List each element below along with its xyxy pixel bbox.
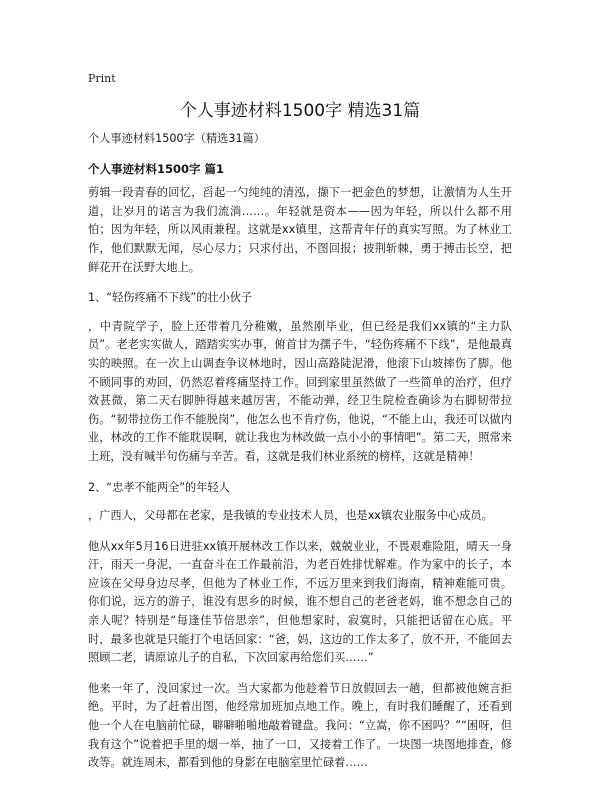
body-paragraph: 他从xx年5月16日进驻xx镇开展林改工作以来，兢兢业业，不畏艰难险阻，晴天一身汗，雨天一身泥，一直奋斗在工作最前沿，为老百姓排忧解难。作为家中的长子，本应该在父母身边尽孝，但他为了林业工作，不远万里来到我们海南，精神难能可贵。你们说，远方的游子，谁没有思乡的时候，谁不想自己的老爸老妈，谁不想念自己的亲人呢？特别是“每逢佳节倍思亲”，但他想家时，寂寞时，只能把话留在心底。平时，最多也就是只能打个电话回家：“爸，妈，这边的工作太多了，放不开，不能回去照顾二老，请原谅儿子的自私，下次回家再给您们买……”	[88, 539, 512, 665]
page-title: 个人事迹材料1500字 精选31篇	[179, 101, 421, 121]
body-paragraph: 剪辑一段青春的回忆，舀起一勺纯纯的清泓，撷下一把金色的梦想，让激情为人生开道，让岁月的诺言为我们流淌……。年轻就是资本——因为年轻，所以什么都不用怕；因为年轻，所以风雨兼程。这就是xx镇里，这帮青年仔的真实写照。为了林业工作，他们默默无闻，尽心尽力；只求付出，不图回报；披荆斩棘，勇于搏击长空，把鲜花开在沃野大地上。	[88, 186, 512, 274]
document-body	[88, 130, 512, 785]
document-subtitle: 个人事迹材料1500字（精选31篇）	[88, 132, 265, 145]
item-heading: 2、“忠孝不能两全”的年轻人	[88, 480, 230, 494]
body-paragraph: ，广西人，父母都在老家，是我镇的专业技术人员，也是xx镇农业服务中心成员。	[88, 509, 493, 523]
print-label: Print	[88, 72, 116, 85]
body-paragraph: 他来一年了，没回家过一次。当大家都为他趁着节日放假回去一趟，但都被他婉言拒绝。平时，为了赶着出图，他经常加班加点地工作。晚上，有时我们睡醒了，还看到他一个人在电脑前忙碌，噼噼啪啪地敲着键盘。我问：“立嵩，你不困吗？”“困呀，但我有这个”说着把手里的烟一举，抽了一口，又接着工作了。一块图一块图地排查，修改等。就连周末，都看到他的身影在电脑室里忙碌着……	[88, 681, 512, 770]
body-paragraph: ，中青院学子，脸上还带着几分稚嫩，虽然刚毕业，但已经是我们xx镇的“主力队员”。老老实实做人，踏踏实实办事，俯首甘为孺子牛，“轻伤疼痛不下线”，是他最真实的映照。在一次上山调查争议林地时，因山高路陡泥滑，他滚下山坡摔伤了脚。他不顾同事的劝回，仍然忍着疼痛坚持工作。回到家里虽然做了一些简单的治疗，但疗效甚微，第二天右脚肿得越来越厉害，不能动弹，经卫生院检查确诊为右脚韧带拉伤。“韧带拉伤工作不能脱岗”，他怎么也不肯疗伤，他说，“不能上山，我还可以做内业，林改的工作不能耽误啊，就让我也为林改做一点小小的事情吧”。第二天，照常来上班，没有喊半句伤痛与辛苦。看，这就是我们林业系统的榜样，这就是精神！	[88, 319, 512, 463]
section-heading: 个人事迹材料1500字 篇1	[88, 161, 225, 176]
item-heading: 1、“轻伤疼痛不下线”的壮小伙子	[88, 291, 253, 305]
